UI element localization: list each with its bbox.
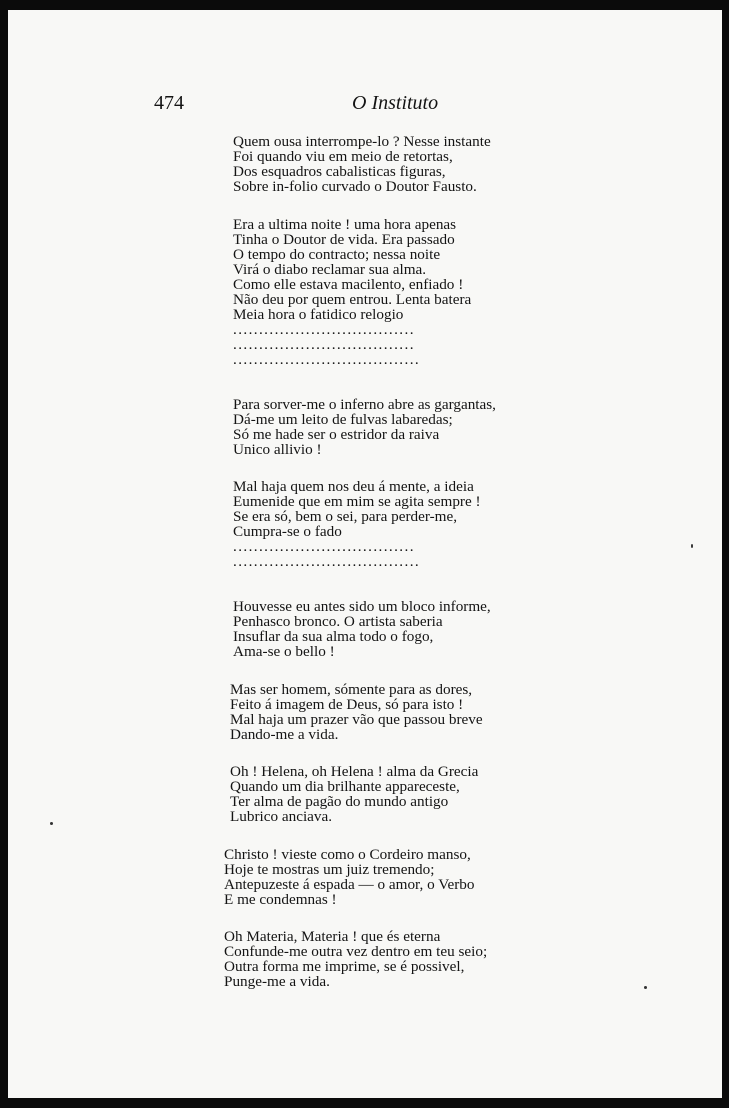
- poem-body: [224, 134, 544, 1012]
- verse-line: Feito á imagem de Deus, só para isto !: [230, 695, 464, 713]
- verse-line: Quem ousa interrompe-lo ? Nesse instante: [233, 133, 491, 150]
- verse-line: Como elle estava macilento, enfiado !: [233, 275, 464, 293]
- verse-line: Tinha o Doutor de vida. Era passado: [233, 230, 455, 248]
- verse-line: Oh ! Helena, oh Helena ! alma da Grecia: [230, 763, 479, 780]
- stanza: [224, 599, 544, 659]
- verse-line: Mal haja quem nos deu á mente, a ideia: [233, 478, 474, 495]
- verse-line: Para sorver-me o inferno abre as gargantas,: [233, 395, 496, 413]
- verse-line: O tempo do contracto; nessa noite: [233, 245, 441, 263]
- ellipsis-row: ...................................: [233, 539, 415, 554]
- stanza: [224, 397, 544, 457]
- scan-speck: [50, 822, 53, 825]
- verse-line: Eumenide que em mim se agita sempre !: [233, 493, 481, 510]
- verse-line: Meia hora o fatidico relogio: [233, 305, 404, 323]
- stanza: [224, 847, 544, 907]
- verse-line: Punge-me a vida.: [224, 973, 330, 990]
- scan-speck: [691, 544, 693, 548]
- stanza: [224, 134, 544, 194]
- verse-line: Era a ultima noite ! uma hora apenas: [233, 215, 457, 233]
- verse-line: Se era só, bem o sei, para perder-me,: [233, 508, 458, 525]
- verse-line: Mas ser homem, sómente para as dores,: [230, 680, 473, 698]
- stanza: [224, 479, 544, 569]
- verse-line: Insuflar da sua alma todo o fogo,: [233, 628, 434, 645]
- verse-line: Christo ! vieste como o Cordeiro manso,: [224, 845, 471, 863]
- verse-line: Dá-me um leito de fulvas labaredas;: [233, 410, 453, 428]
- scan-speck: [644, 986, 647, 989]
- verse-line: Foi quando viu em meio de retortas,: [233, 148, 453, 165]
- verse-line: Ter alma de pagão do mundo antigo: [230, 793, 449, 810]
- verse-line: Confunde-me outra vez dentro em teu seio;: [224, 943, 488, 960]
- verse-line: Dando-me a vida.: [230, 725, 339, 743]
- verse-line: Virá o diabo reclamar sua alma.: [233, 260, 427, 278]
- verse-line: Lubrico anciava.: [230, 808, 333, 825]
- stanza: [224, 764, 544, 824]
- verse-line: Dos esquadros cabalisticas figuras,: [233, 163, 446, 180]
- book-page: [8, 10, 722, 1098]
- verse-line: Antepuzeste á espada — o amor, o Verbo: [224, 875, 475, 893]
- verse-line: Ama-se o bello !: [233, 643, 335, 660]
- ellipsis-row: ...................................: [233, 321, 415, 337]
- running-title: O Instituto: [352, 92, 439, 114]
- stanza: [224, 217, 544, 367]
- verse-line: Unico allivio !: [233, 440, 322, 458]
- verse-line: E me condemnas !: [224, 890, 337, 908]
- stanza: [224, 929, 544, 989]
- verse-line: Sobre in-folio curvado o Doutor Fausto.: [233, 178, 477, 195]
- verse-line: Oh Materia, Materia ! que és eterna: [224, 928, 441, 945]
- verse-line: Houvesse eu antes sido um bloco informe,: [233, 598, 491, 615]
- stanza: [224, 682, 544, 742]
- page-number: 474: [154, 92, 184, 114]
- verse-line: Outra forma me imprime, se é possivel,: [224, 958, 465, 975]
- verse-line: Hoje te mostras um juiz tremendo;: [224, 860, 435, 878]
- ellipsis-row: ...................................: [233, 336, 415, 352]
- ellipsis-row: ....................................: [233, 351, 421, 367]
- verse-line: Não deu por quem entrou. Lenta batera: [233, 290, 472, 308]
- verse-line: Só me hade ser o estridor da raiva: [233, 425, 440, 443]
- verse-line: Quando um dia brilhante appareceste,: [230, 778, 460, 795]
- ellipsis-row: ....................................: [233, 554, 421, 569]
- verse-line: Mal haja um prazer vão que passou breve: [230, 710, 483, 728]
- verse-line: Cumpra-se o fado: [233, 523, 342, 540]
- verse-line: Penhasco bronco. O artista saberia: [233, 613, 443, 630]
